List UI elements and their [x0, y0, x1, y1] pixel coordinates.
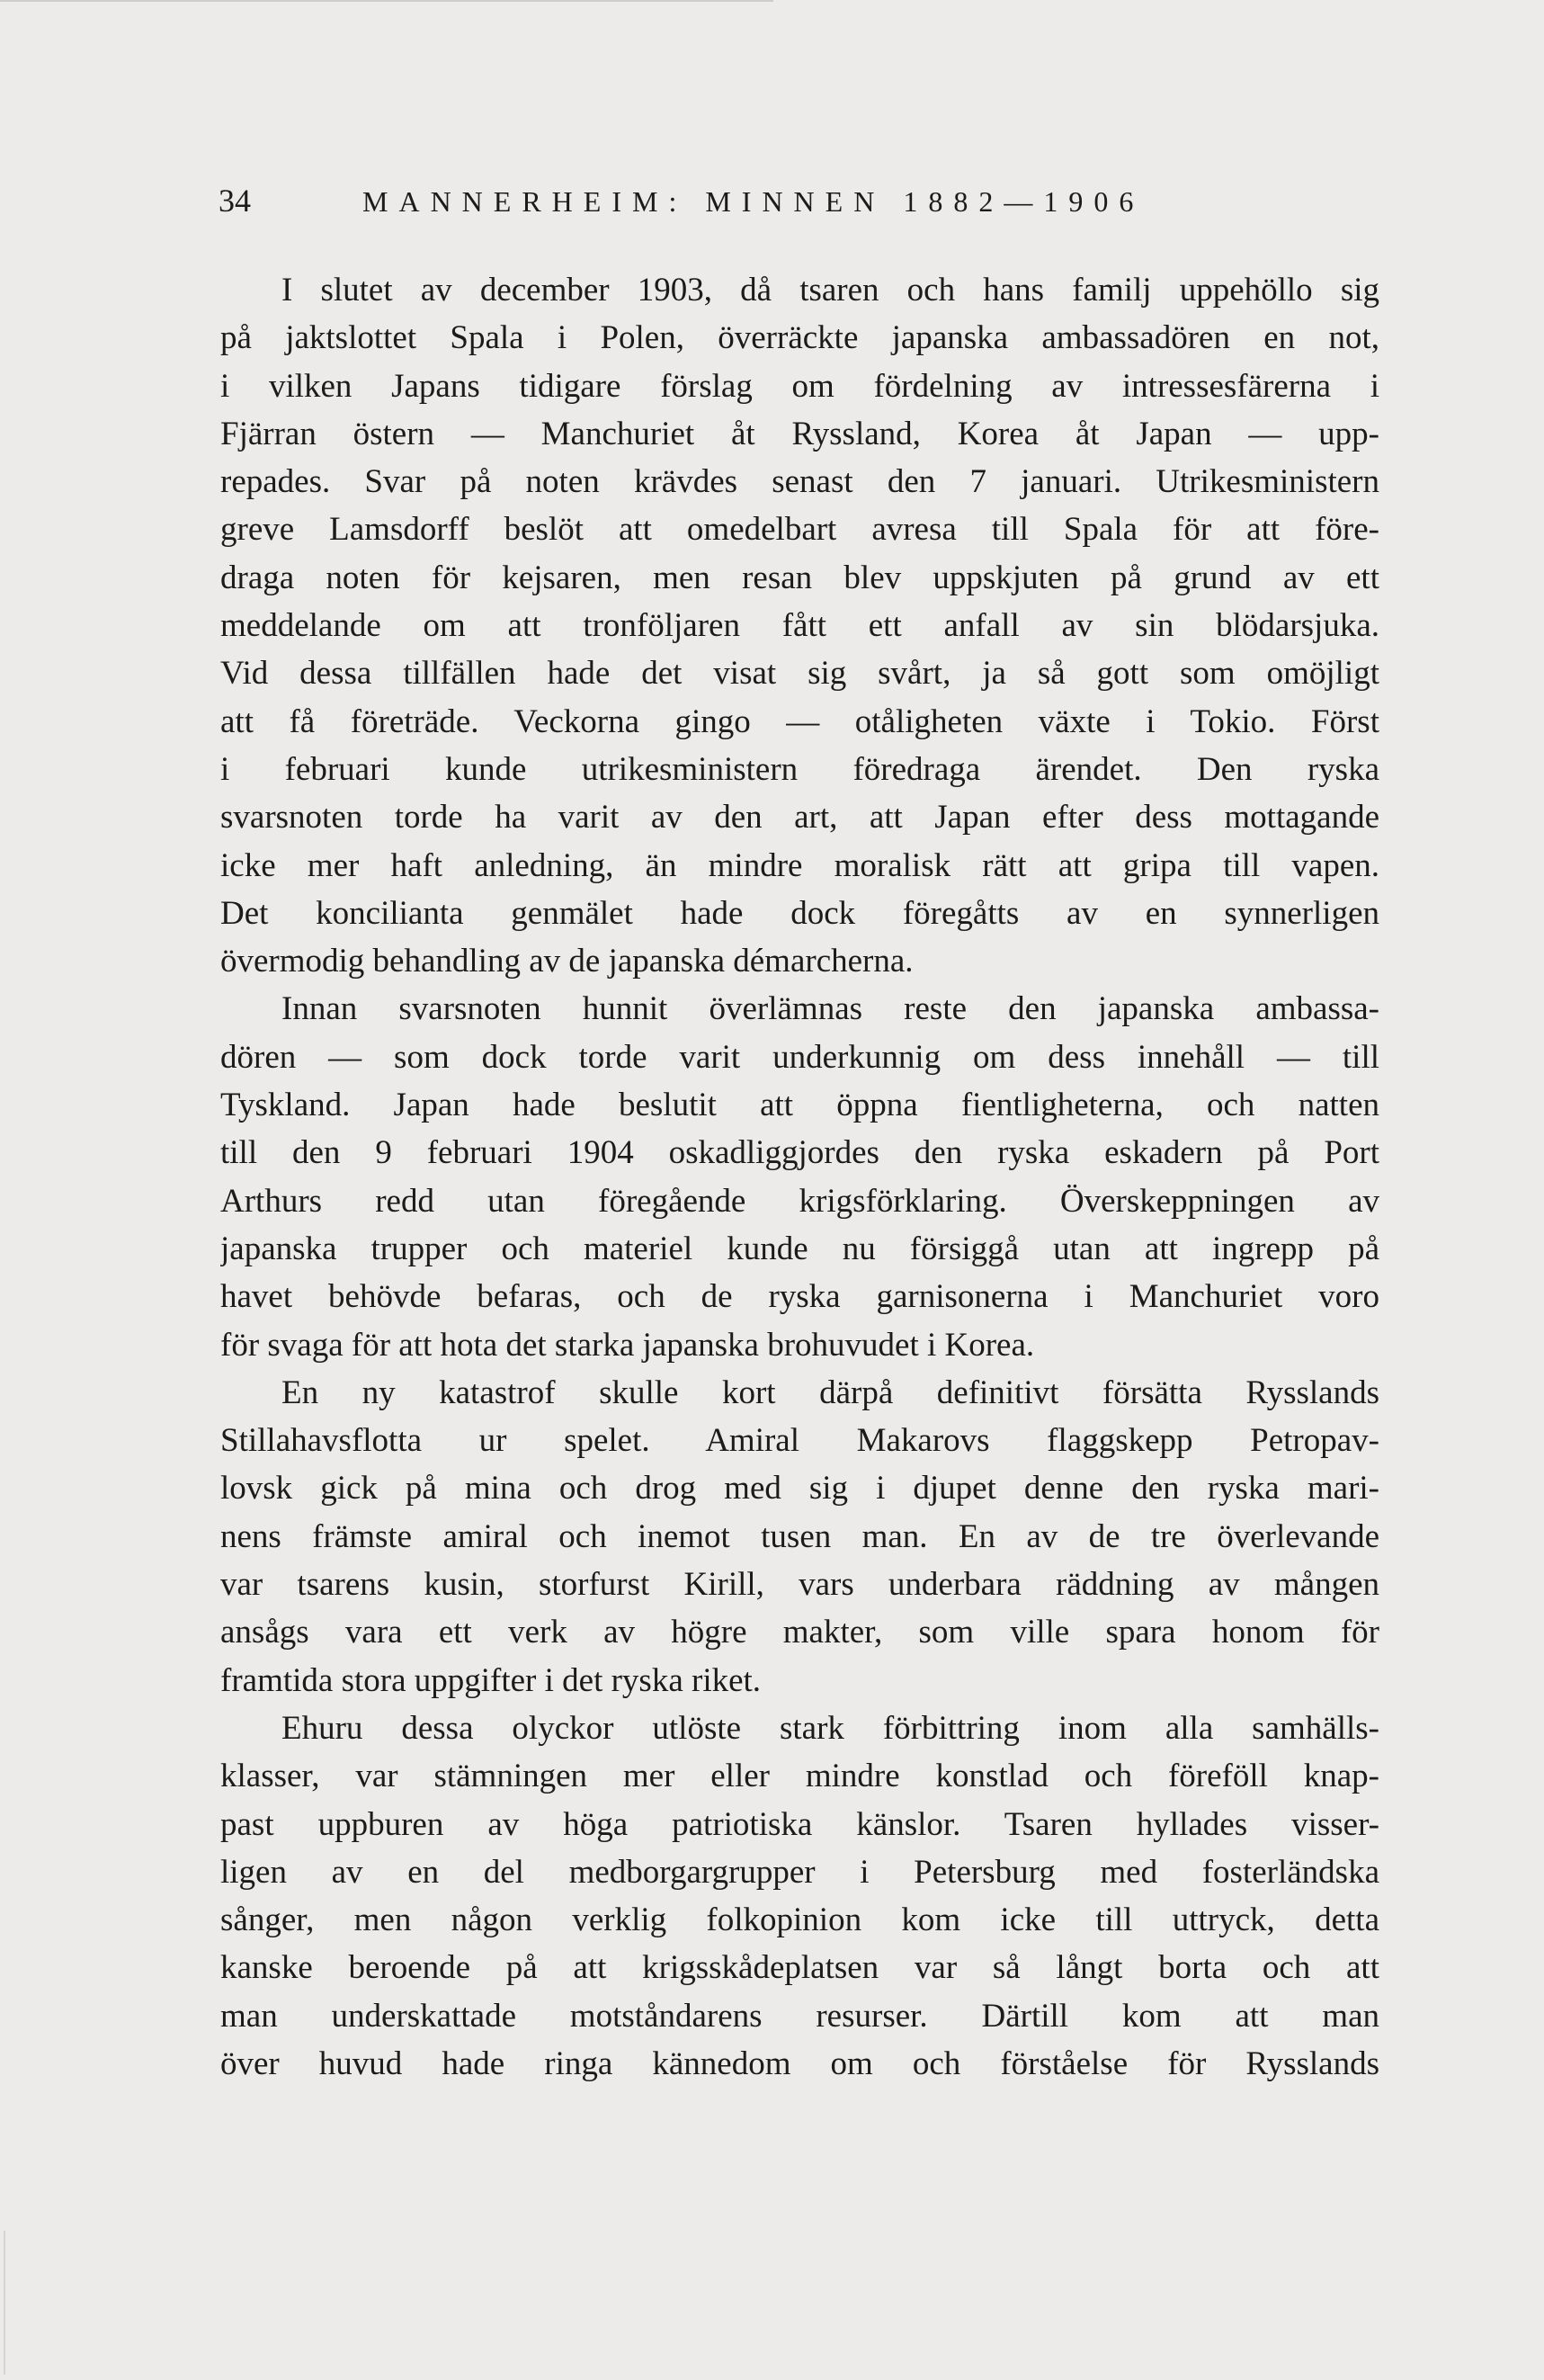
text-line: man underskattade motståndarens resurser. Därtill kom att man: [220, 1997, 1379, 2035]
text-line: för svaga för att hota det starka japanska brohuvudet i Korea.: [220, 1326, 1035, 1364]
scan-edge-left: [4, 2231, 5, 2375]
text-line: Fjärran östern — Manchuriet åt Ryssland, Korea åt Japan — upp-: [220, 415, 1379, 452]
body-text: [220, 266, 1379, 2088]
text-line: Det koncilianta genmälet hade dock föregåtts av en synnerligen: [220, 894, 1379, 932]
text-line: I slutet av december 1903, då tsaren och hans familj uppehöllo sig: [281, 272, 1379, 309]
text-line: att få företräde. Veckorna gingo — otåligheten växte i Tokio. Först: [220, 702, 1379, 740]
text-line: Ehuru dessa olyckor utlöste stark förbittring inom alla samhälls-: [281, 1709, 1379, 1747]
text-line: i februari kunde utrikesministern föredraga ärendet. Den ryska: [220, 750, 1379, 788]
text-line: var tsarens kusin, storfurst Kirill, vars underbara räddning av mången: [220, 1566, 1379, 1604]
text-line: svarsnoten torde ha varit av den art, att Japan efter dess mottagande: [220, 799, 1379, 837]
text-line: framtida stora uppgifter i det ryska riket.: [220, 1661, 762, 1699]
text-line: Innan svarsnoten hunnit överlämnas reste den japanska ambassa-: [281, 990, 1379, 1028]
text-line: dören — som dock torde varit underkunnig om dess innehåll — till: [220, 1038, 1379, 1076]
text-line: Arthurs redd utan föregående krigsförklaring. Överskeppningen av: [220, 1182, 1379, 1220]
text-line: till den 9 februari 1904 oskadliggjordes den ryska eskadern på Port: [220, 1134, 1379, 1172]
text-line: ansågs vara ett verk av högre makter, som ville spara honom för: [220, 1614, 1379, 1651]
text-line: draga noten för kejsaren, men resan blev uppskjuten på grund av ett: [220, 559, 1379, 596]
text-line: klasser, var stämningen mer eller mindre konstlad och föreföll knap-: [220, 1758, 1379, 1795]
running-head: [219, 178, 1388, 232]
text-line: icke mer haft anledning, än mindre moralisk rätt att gripa till vapen.: [220, 846, 1379, 884]
text-line: Stillahavsflotta ur spelet. Amiral Makarovs flaggskepp Petropav-: [220, 1422, 1379, 1460]
text-line: greve Lamsdorff beslöt att omedelbart avresa till Spala för att före-: [220, 511, 1379, 549]
text-line: meddelande om att tronföljaren fått ett anfall av sin blödarsjuka.: [220, 607, 1379, 645]
text-line: Vid dessa tillfällen hade det visat sig svårt, ja så gott som omöjligt: [220, 655, 1379, 693]
text-line: Tyskland. Japan hade beslutit att öppna fientligheterna, och natten: [220, 1087, 1379, 1124]
text-line: sånger, men någon verklig folkopinion kom icke till uttryck, detta: [220, 1901, 1379, 1939]
text-line: kanske beroende på att krigsskådeplatsen var så långt borta och att: [220, 1949, 1379, 1987]
text-line: japanska trupper och materiel kunde nu försiggå utan att ingrepp på: [220, 1230, 1379, 1267]
text-line: på jaktslottet Spala i Polen, överräckte japanska ambassadören en not,: [220, 319, 1379, 357]
text-line: En ny katastrof skulle kort därpå definitivt försätta Rysslands: [281, 1373, 1379, 1411]
running-head-title: MANNERHEIM: MINNEN 1882—1906: [362, 185, 1145, 218]
text-line: övermodig behandling av de japanska démarcherna.: [220, 943, 914, 980]
text-line: past uppburen av höga patriotiska känslor. Tsaren hyllades visser-: [220, 1805, 1379, 1843]
page-number: 34: [219, 183, 251, 219]
text-line: lovsk gick på mina och drog med sig i djupet denne den ryska mari-: [220, 1470, 1379, 1508]
text-line: ligen av en del medborgargrupper i Petersburg med fosterländska: [220, 1853, 1379, 1891]
text-line: nens främste amiral och inemot tusen man. En av de tre överlevande: [220, 1517, 1379, 1555]
text-line: repades. Svar på noten krävdes senast den 7 januari. Utrikesministern: [220, 463, 1379, 501]
text-line: i vilken Japans tidigare förslag om fördelning av intressesfärerna i: [220, 367, 1379, 405]
text-line: över huvud hade ringa kännedom om och förståelse för Rysslands: [220, 2044, 1379, 2082]
scan-edge-top: [0, 0, 773, 2]
text-line: havet behövde befaras, och de ryska garnisonerna i Manchuriet voro: [220, 1278, 1379, 1316]
